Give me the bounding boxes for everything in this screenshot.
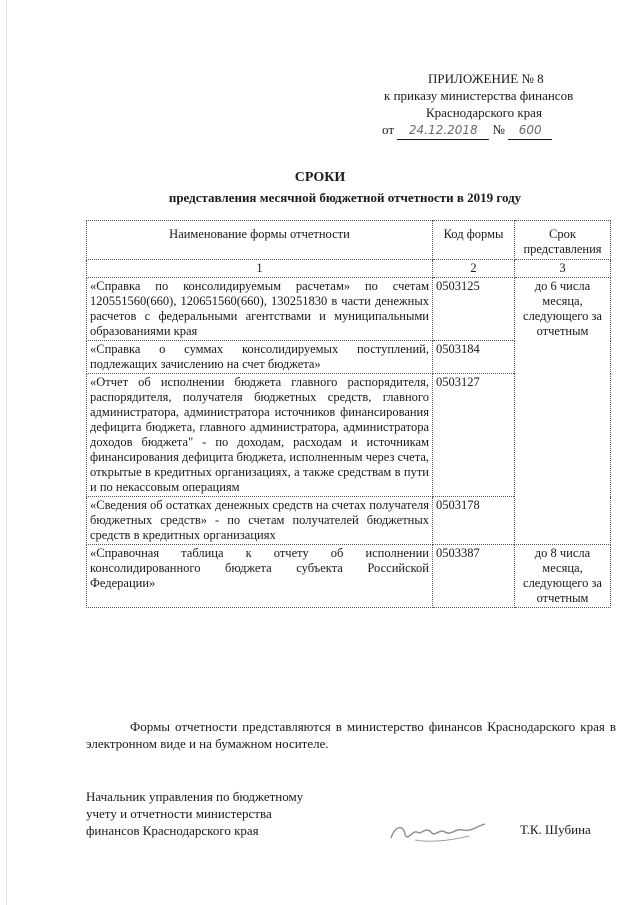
- form-code-cell: 0503387: [433, 545, 515, 608]
- document-title: СРОКИ: [294, 170, 346, 185]
- signer-title-line: учету и отчетности министерства: [86, 806, 272, 821]
- table-header-row: [87, 221, 611, 260]
- document-subtitle: представления месячной бюджетной отчетности в 2019 году: [168, 190, 522, 205]
- form-name-cell: «Отчет об исполнении бюджета главного распорядителя, распорядителя, получателя бюджетных средств, главного администратора, администратора источников финансирования дефицита бюджета, главного администратора, администратора доходов бюджета" - по доходам, расходам и источникам финансирования дефицита бюджета, исполненным через счета, открытые в кредитных организациях, а также средствам в пути и по некассовым операциям: [87, 374, 433, 497]
- deadlines-table: [86, 220, 611, 608]
- form-name-cell: «Справка по консолидируемым расчетам» по счетам 120551560(660), 120651560(660), 130251830 в части денежных расчетов с федеральными агентствами и муниципальными образованиями края: [87, 278, 433, 341]
- form-code-cell: 0503127: [433, 374, 515, 497]
- column-number: 1: [87, 260, 433, 278]
- header-form-name: Наименование формы отчетности: [87, 221, 433, 260]
- signer-title-line: финансов Краснодарского края: [86, 823, 259, 838]
- column-number: 2: [433, 260, 515, 278]
- handwritten-date: 24.12.2018: [397, 122, 489, 140]
- scan-edge-line: [6, 0, 7, 905]
- submission-note: Формы отчетности представляются в министерство финансов Краснодарского края в электронном виде и на бумажном носителе.: [86, 719, 616, 751]
- handwritten-number: 600: [508, 122, 552, 140]
- appendix-date-line: [380, 121, 610, 140]
- form-name-cell: «Справочная таблица к отчету об исполнении консолидированного бюджета субъекта Российской Федерации»: [87, 545, 433, 608]
- signer-title-line: Начальник управления по бюджетному: [86, 789, 304, 804]
- appendix-order-ref: к приказу министерства финансов: [384, 88, 574, 103]
- form-code-cell: 0503125: [433, 278, 515, 341]
- form-name-cell: «Сведения об остатках денежных средств на счетах получателя бюджетных средств» - по счетам получателей бюджетных средств в кредитных организациях: [87, 497, 433, 545]
- signer-name: Т.К. Шубина: [520, 822, 591, 837]
- form-code-cell: 0503184: [433, 341, 515, 374]
- deadline-cell-last: до 8 числа месяца, следующего за отчетным: [515, 545, 611, 608]
- table-row: [87, 545, 611, 608]
- table-number-row: [87, 260, 611, 278]
- appendix-region: Краснодарского края: [426, 105, 542, 120]
- header-deadline: Срок представления: [515, 221, 611, 260]
- appendix-number: ПРИЛОЖЕНИЕ № 8: [428, 71, 544, 86]
- column-number: 3: [515, 260, 611, 278]
- signer-title: [86, 788, 386, 839]
- appendix-header: [380, 70, 610, 140]
- deadline-cell-group: до 6 числа месяца, следующего за отчетным: [515, 278, 611, 545]
- form-code-cell: 0503178: [433, 497, 515, 545]
- signature-image: [385, 812, 495, 852]
- form-name-cell: «Справка о суммах консолидируемых поступлений, подлежащих зачислению на счет бюджета»: [87, 341, 433, 374]
- table-row: [87, 278, 611, 341]
- date-prefix: от: [382, 122, 395, 137]
- header-form-code: Код формы: [433, 221, 515, 260]
- number-prefix: №: [492, 122, 505, 137]
